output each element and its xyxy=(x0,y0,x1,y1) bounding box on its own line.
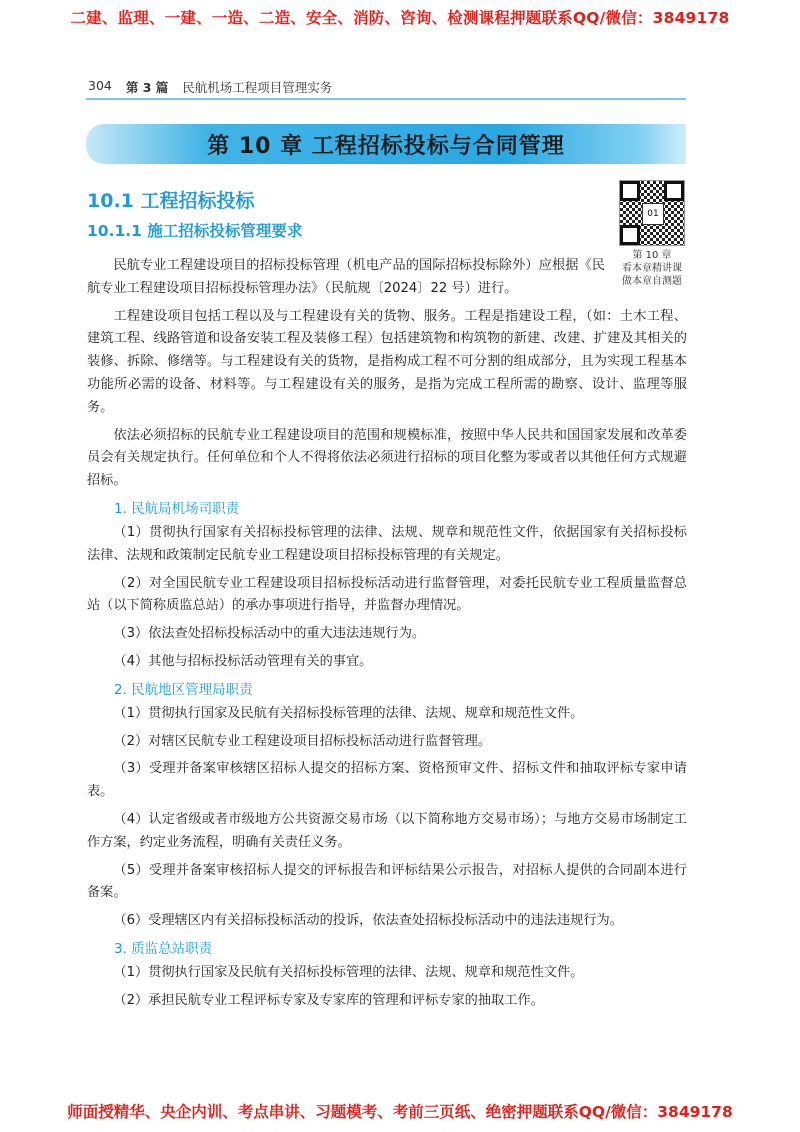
paragraph: 工程建设项目包括工程以及与工程建设有关的货物、服务。工程是指建设工程，（如：土木工程、建筑工程、线路管道和设备安装工程及装修工程）包括建筑物和构筑物的新建、改建、扩建及其相关的装修、拆除、修缮等。与工程建设有关的货物，是指构成工程不可分割的组成部分，且为实现工程基本功能所必需的设备、材料等。与工程建设有关的服务，是指为完成工程所需的勘察、设计、监理等服务。 xyxy=(87,308,687,415)
list-item: （1）贯彻执行国家有关招标投标管理的法律、法规、规章和规范性文件，依据国家有关招标投标法律、法规和政策制定民航专业工程建设项目招标投标管理的有关规定。 xyxy=(87,524,687,563)
part-title: 民航机场工程项目管理实务 xyxy=(182,80,333,95)
running-header xyxy=(88,78,332,96)
qr-caption-line: 做本章自测题 xyxy=(622,276,682,287)
list-item: （3）依法查处招标投标活动中的重大违法违规行为。 xyxy=(113,626,426,642)
qr-center-label: 01 xyxy=(642,203,664,225)
top-promo-banner: 二建、监理、一建、一造、二造、安全、消防、咨询、检测课程押题联系QQ/微信：3849178 xyxy=(70,9,730,27)
qr-caption-line: 看本章精讲课 xyxy=(622,263,682,274)
group-heading: 2. 民航地区管理局职责 xyxy=(114,681,253,698)
list-item: （1）贯彻执行国家及民航有关招标投标管理的法律、法规、规章和规范性文件。 xyxy=(113,705,584,721)
qr-finder-icon xyxy=(620,225,640,245)
header-rule xyxy=(86,98,686,100)
list-item: （5）受理并备案审核招标人提交的评标报告和评标结果公示报告，对招标人提供的合同副本进行备案。 xyxy=(87,862,687,901)
list-item: （2）承担民航专业工程评标专家及专家库的管理和评标专家的抽取工作。 xyxy=(113,992,544,1008)
qr-finder-icon xyxy=(620,181,640,201)
list-item: （4）其他与招标投标活动管理有关的事宜。 xyxy=(113,653,373,669)
bottom-promo-banner: 师面授精华、央企内训、考点串讲、习题模考、考前三页纸、绝密押题联系QQ/微信：3849178 xyxy=(67,1103,733,1121)
paragraph: 依法必须招标的民航专业工程建设项目的范围和规模标准，按照中华人民共和国国家发展和改革委员会有关规定执行。任何单位和个人不得将依法必须进行招标的项目化整为零或者以其他任何方式规避招标。 xyxy=(87,427,687,489)
group-heading: 1. 民航局机场司职责 xyxy=(114,500,240,517)
section-title: 10.1 工程招标投标 xyxy=(87,190,255,212)
part-label: 第 3 篇 xyxy=(125,80,169,95)
qr-caption xyxy=(608,249,696,288)
subsection-title: 10.1.1 施工招标投标管理要求 xyxy=(87,222,303,240)
paragraph: 民航专业工程建设项目的招标投标管理（机电产品的国际招标投标除外）应根据《民航专业工程建设项目招标投标管理办法》（民航规〔2024〕22 号）进行。 xyxy=(87,258,605,296)
qr-code-icon[interactable] xyxy=(620,181,684,245)
list-item: （2）对辖区民航专业工程建设项目招标投标活动进行监督管理。 xyxy=(113,733,492,749)
page-number: 304 xyxy=(88,78,112,93)
qr-finder-icon xyxy=(664,181,684,201)
group-heading: 3. 质监总站职责 xyxy=(114,940,213,957)
list-item: （3）受理并备案审核辖区招标人提交的招标方案、资格预审文件、招标文件和抽取评标专家申请表。 xyxy=(87,761,687,800)
chapter-title: 第 10 章 工程招标投标与合同管理 xyxy=(207,133,565,159)
list-item: （6）受理辖区内有关招标投标活动的投诉，依法查处招标投标活动中的违法违规行为。 xyxy=(113,913,623,929)
list-item: （4）认定省级或者市级地方公共资源交易市场（以下简称地方交易市场）；与地方交易市场制定工作方案，约定业务流程，明确有关责任义务。 xyxy=(87,811,687,850)
list-item: （2）对全国民航专业工程建设项目招标投标活动进行监督管理，对委托民航专业工程质量监督总站（以下简称质监总站）的承办事项进行指导，并监督办理情况。 xyxy=(87,575,687,614)
list-item: （1）贯彻执行国家及民航有关招标投标管理的法律、法规、规章和规范性文件。 xyxy=(113,964,584,980)
chapter-banner xyxy=(86,124,686,164)
qr-caption-line: 第 10 章 xyxy=(632,250,672,261)
